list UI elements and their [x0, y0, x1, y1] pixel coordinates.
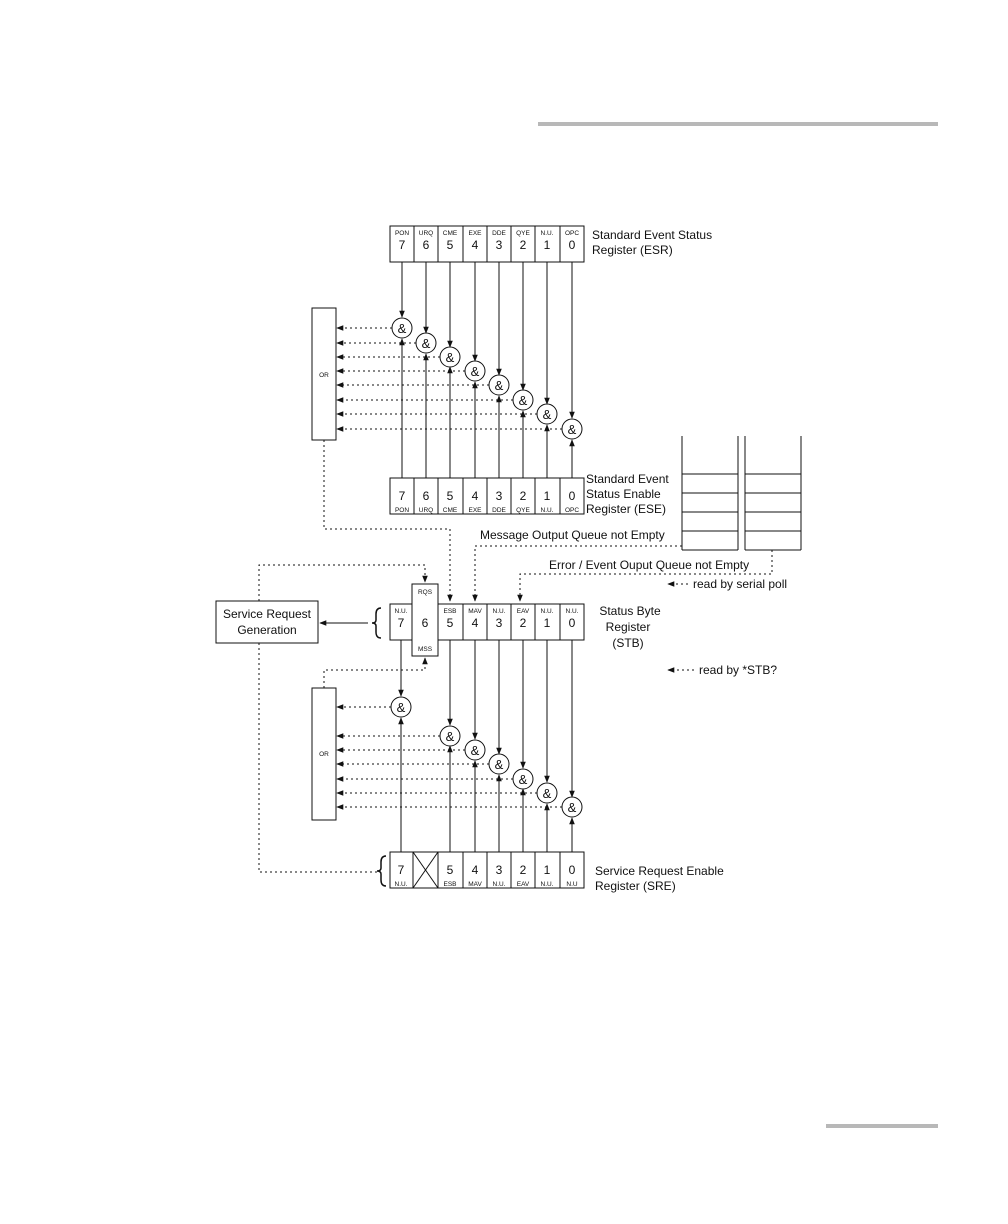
ese-bit-name: CME [442, 507, 458, 514]
stb-bit-name: EAV [516, 608, 530, 615]
esr-bit-number: 0 [568, 238, 576, 252]
and-symbol: & [470, 743, 480, 758]
error-queue-label: Error / Event Ouput Queue not Empty [549, 558, 750, 572]
sre-bit-number: 5 [446, 863, 454, 877]
stb-bit-name: N.U. [540, 608, 554, 615]
stb-and-gates [391, 697, 582, 817]
esr-bit-number: 1 [543, 238, 551, 252]
and-symbol: & [445, 729, 455, 744]
mss-label: MSS [417, 646, 433, 653]
sre-brace [377, 856, 386, 886]
sre-label: Service Request Enable [595, 864, 724, 878]
stb-bit-name: ESB [443, 608, 457, 615]
esr-bit-name: PON [394, 230, 410, 237]
ese-register [390, 472, 669, 516]
esr-dividers [414, 226, 560, 262]
stb-bit-number: 0 [568, 616, 576, 630]
ese-bit-name: PON [394, 507, 410, 514]
and-symbol: & [567, 422, 577, 437]
stb-or-label: OR [319, 751, 329, 758]
stb-bit-name: N.U. [394, 608, 408, 615]
and-symbol: & [518, 772, 528, 787]
message-queue-label: Message Output Queue not Empty [480, 528, 665, 542]
ese-bit-name: DDE [492, 507, 506, 514]
serial-poll-label: read by serial poll [693, 577, 788, 591]
stb-bit-number: 6 [421, 616, 429, 630]
srg-label: Service Request [222, 607, 312, 621]
rqs-label: RQS [417, 589, 433, 596]
ese-bit-number: 7 [398, 489, 406, 503]
ese-bit-number: 4 [471, 489, 479, 503]
ese-label: Standard Event [586, 472, 669, 486]
ese-bit-name: URQ [418, 507, 434, 514]
sre-bit-number: 0 [568, 863, 576, 877]
and-symbol: & [397, 321, 407, 336]
sre-bit-name: ESB [443, 881, 457, 888]
stb-bit-number: 4 [471, 616, 479, 630]
sre-register [390, 852, 724, 893]
esr-bit-name: N.U. [540, 230, 554, 237]
ese-bit-number: 0 [568, 489, 576, 503]
stb-bit-number: 2 [519, 616, 527, 630]
and-symbol: & [567, 800, 577, 815]
message-output-queue [682, 436, 738, 550]
esr-bit-name: DDE [492, 230, 506, 237]
stb-bit-name: N.U. [565, 608, 579, 615]
stb-register [390, 584, 661, 656]
sre-bit-name: N.U. [540, 881, 554, 888]
sre-bit-number: 1 [543, 863, 551, 877]
esr-bit-number: 7 [398, 238, 406, 252]
esr-bit-name: CME [442, 230, 458, 237]
sre-bit-number: 4 [471, 863, 479, 877]
ese-bit-name: EXE [468, 507, 482, 514]
esr-label: Register (ESR) [592, 243, 673, 257]
and-symbol: & [494, 757, 504, 772]
sre-bit-name: N.U. [394, 881, 408, 888]
sre-label: Register (SRE) [595, 879, 676, 893]
stb-bit-number: 1 [543, 616, 551, 630]
esr-and-gates [392, 318, 582, 439]
and-symbol: & [542, 407, 552, 422]
esr-or-label: OR [319, 372, 329, 379]
ese-bit-number: 1 [543, 489, 551, 503]
ese-bit-number: 6 [422, 489, 430, 503]
stb-bit-number: 7 [397, 616, 405, 630]
esr-bit-number: 2 [519, 238, 527, 252]
sre-bit-number: 3 [495, 863, 503, 877]
and-symbol: & [421, 336, 431, 351]
esr-bit-number: 4 [471, 238, 479, 252]
esr-register [390, 226, 712, 262]
stb-label: (STB) [612, 636, 644, 650]
and-symbol: & [494, 378, 504, 393]
and-symbol: & [396, 700, 406, 715]
sre-bit-name: N.U [566, 881, 578, 888]
stb-bit-number: 5 [446, 616, 454, 630]
stb-bit-name: N.U. [492, 608, 506, 615]
stb-read-label: read by *STB? [699, 663, 778, 677]
ese-bit-name: OPC [564, 507, 580, 514]
sre-bit-name: MAV [468, 881, 482, 888]
stb-to-and-arrows [401, 640, 572, 797]
esr-bit-number: 3 [495, 238, 503, 252]
esr-bit-number: 6 [422, 238, 430, 252]
stb-bit-name: MAV [468, 608, 482, 615]
stb-bit-number: 3 [495, 616, 503, 630]
sre-bit-name: EAV [516, 881, 530, 888]
esr-label: Standard Event Status [592, 228, 713, 242]
and-symbol: & [542, 786, 552, 801]
ese-dividers [414, 478, 560, 514]
esr-bit-number: 5 [446, 238, 454, 252]
and-symbol: & [445, 350, 455, 365]
and-symbol: & [470, 364, 480, 379]
ese-bit-name: QYE [516, 507, 530, 514]
and-symbol: & [518, 393, 528, 408]
ese-bit-number: 5 [446, 489, 454, 503]
error-event-queue [745, 436, 801, 550]
sre-bit-number: 7 [397, 863, 405, 877]
sre-bit-name: N.U. [492, 881, 506, 888]
ese-bit-number: 3 [495, 489, 503, 503]
ese-label: Register (ESE) [586, 502, 667, 516]
srg-label: Generation [237, 623, 297, 637]
esr-bit-name: URQ [418, 230, 434, 237]
stb-label: Register [605, 620, 651, 634]
esr-bit-name: EXE [468, 230, 482, 237]
ese-bit-name: N.U. [540, 507, 554, 514]
sre-bit-number: 2 [519, 863, 527, 877]
ese-bit-number: 2 [519, 489, 527, 503]
esr-bit-name: QYE [516, 230, 530, 237]
ese-label: Status Enable [586, 487, 661, 501]
esr-bit-name: OPC [564, 230, 580, 237]
stb-label: Status Byte [599, 604, 661, 618]
sre-dividers [413, 852, 560, 888]
stb-brace [372, 608, 381, 638]
